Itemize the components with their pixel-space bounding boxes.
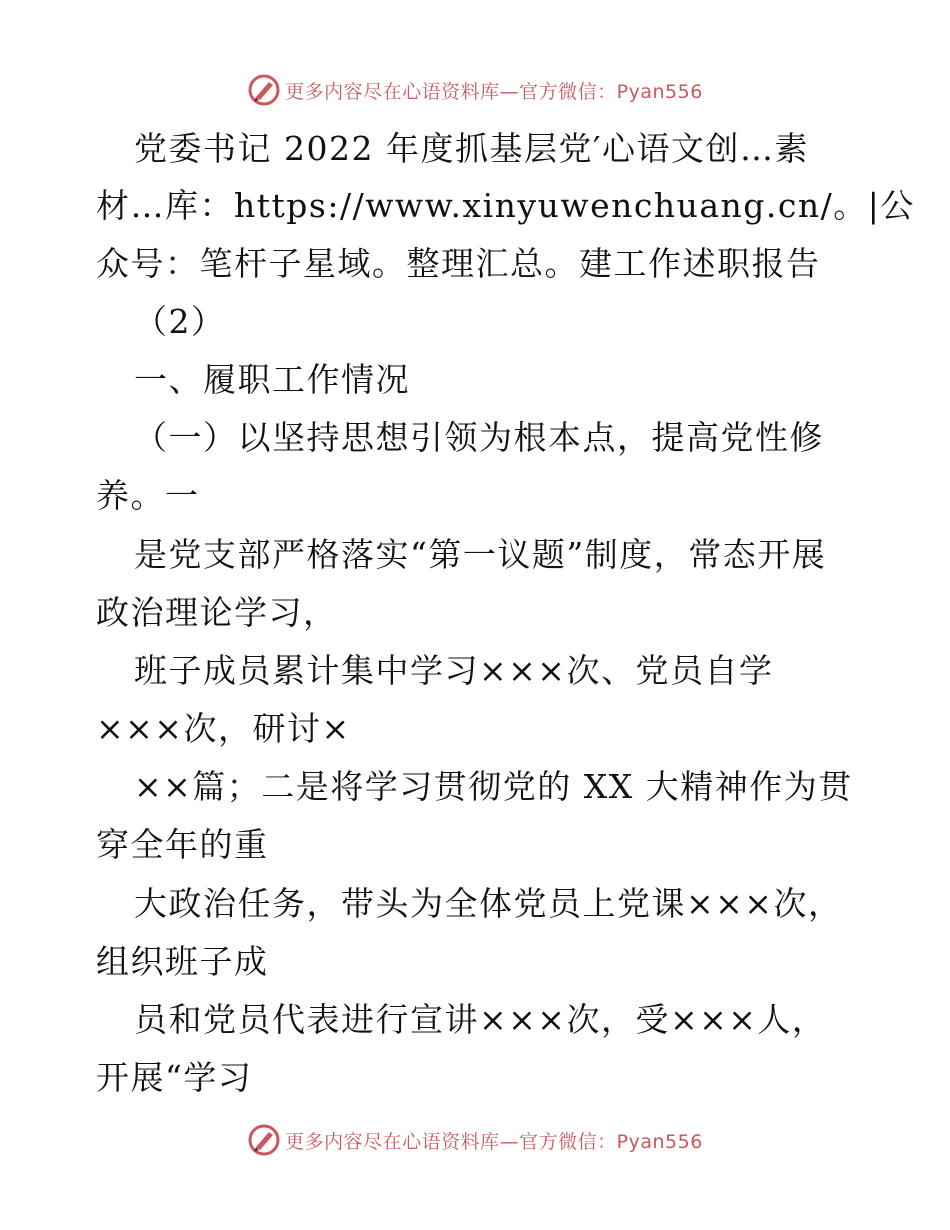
banner-text: 更多内容尽在心语资料库—官方微信：Pyan556 [285,80,703,103]
text-line: 员和党员代表进行宣讲×××次，受×××人， [134,1000,827,1039]
text-line: 党委书记 2022 年度抓基层党′心语文创…素 [134,129,809,168]
footer-watermark-banner [0,1120,950,1160]
text-line: 班子成员累计集中学习×××次、党员自学 [134,651,774,690]
pen-logo-icon [247,1123,281,1157]
text-line: 众号：笔杆子星域。整理汇总。建工作述职报告 [96,244,821,283]
text-line: 开展“学习 [96,1058,253,1097]
text-line: 穿全年的重 [96,825,269,864]
text-line: 大政治任务，带头为全体党员上党课×××次， [134,884,843,923]
text-line: ×××次，研讨× [96,709,351,748]
text-line: （2） [134,302,226,341]
pen-logo-icon [247,73,281,107]
text-line: 材…库：https://www.xinyuwenchuang.cn/。|公 [96,186,915,225]
text-line: 是党支部严格落实“第一议题”制度，常态开展 [134,535,827,574]
text-line: 养。一 [96,476,200,515]
text-line: ××篇；二是将学习贯彻党的 XX 大精神作为贯 [134,767,853,806]
section-heading: 一、履职工作情况 [134,360,410,399]
subsection-heading: （一）以坚持思想引领为根本点，提高党性修 [134,418,824,457]
banner-text: 更多内容尽在心语资料库—官方微信：Pyan556 [285,1130,703,1153]
text-line: 政治理论学习， [96,593,338,632]
header-watermark-banner [0,70,950,110]
text-line: 组织班子成 [96,942,269,981]
